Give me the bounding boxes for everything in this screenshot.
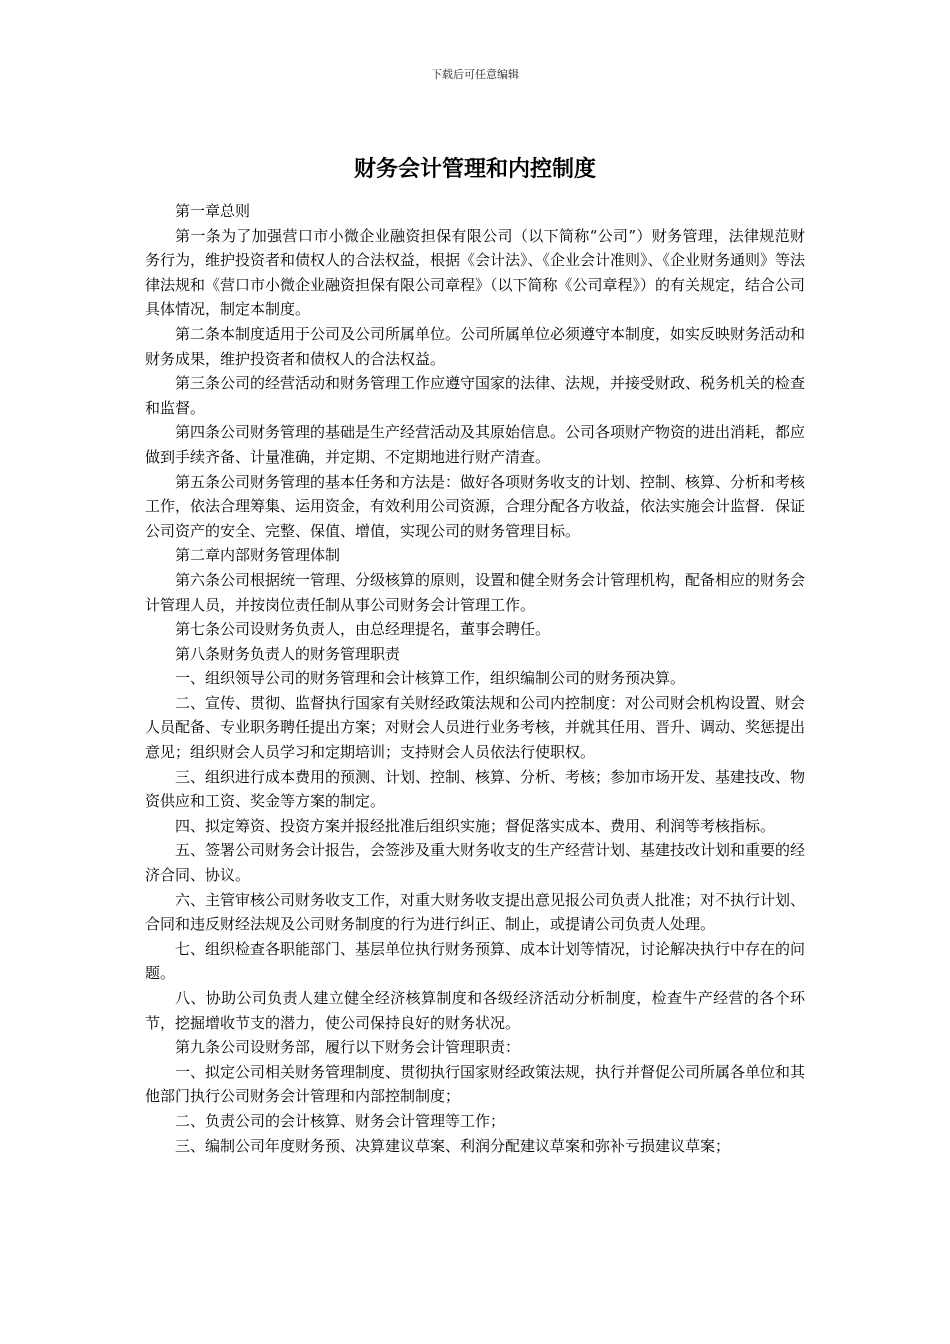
article-5: 第五条公司财务管理的基本任务和方法是：做好各项财务收支的计划、控制、核算、分析和考核工作，依法合理筹集、运用资金，有效利用公司资源，合理分配各方收益，依法实施会计监督．保证公司资产的安全、完整、保值、增值，实现公司的财务管理目标。 [145, 472, 806, 540]
document-title: 财务会计管理和内控制度 [353, 156, 596, 182]
chapter-heading: 第二章内部财务管理体制 [175, 546, 341, 565]
chapter-heading: 第一章总则 [175, 202, 251, 220]
header-note: 下载后可任意编辑 [431, 68, 519, 81]
list-item: 三、组织进行成本费用的预测、计划、控制、核算、分析、考核；参加市场开发、基建技改、物资供应和工资、奖金等方案的制定。 [145, 767, 806, 811]
list-item: 八、协助公司负责人建立健全经济核算制度和各级经济活动分析制度，检查牛产经营的各个环节，挖掘增收节支的潜力，使公司保持良好的财务状况。 [145, 989, 805, 1032]
list-item: 五、签署公司财务会计报告，会签涉及重大财务收支的生产经营计划、基建技改计划和重要的经济合同、协议。 [145, 841, 806, 885]
article-1: 第一条为了加强营口市小微企业融资担保有限公司（以下简称“公司”）财务管理，法律规范财务行为，维护投资者和债权人的合法权益，根据《会计法》、《企业会计准则》、《企业财务通则》等法律法规和《营口市小微企业融资担保有限公司章程》（以下简称《公司章程》）的有关规定，结合公司具体情况，制定本制度。 [145, 226, 806, 319]
list-item: 六、主管审核公司财务收支工作，对重大财务收支提出意见报公司负责人批准；对不执行计划、合同和违反财经法规及公司财务制度的行为进行纠正、制止，或提请公司负责人处理。 [145, 890, 806, 934]
list-item: 四、拟定筹资、投资方案并报经批准后组织实施；督促落实成本、费用、利润等考核指标。 [175, 816, 776, 835]
article-7: 第七条公司设财务负责人，由总经理提名，董事会聘任。 [175, 620, 551, 639]
list-item: 一、组织领导公司的财务管理和会计核算工作，组织编制公司的财务预决算。 [175, 669, 686, 688]
list-item: 一、拟定公司相关财务管理制度、贯彻执行国家财经政策法规，执行并督促公司所属各单位和其他部门执行公司财务会计管理和内部控制制度； [145, 1062, 806, 1106]
list-item: 七、组织检查各职能部门、基层单位执行财务预算、成本计划等情况，讨论解决执行中存在的问题。 [145, 939, 806, 983]
article-9: 第九条公司设财务部，履行以下财务会计管理职责： [175, 1038, 521, 1057]
document-body [145, 199, 805, 1158]
article-2: 第二条本制度适用于公司及公司所属单位。公司所属单位必须遵守本制度，如实反映财务活动和财务成果，维护投资者和债权人的合法权益。 [145, 324, 806, 368]
list-item: 三、编制公司年度财务预、决算建议草案、利润分配建议草案和弥补亏损建议草案； [175, 1136, 731, 1155]
article-8: 第八条财务负责人的财务管理职责 [175, 644, 401, 663]
list-item: 二、宣传、贯彻、监督执行国家有关财经政策法规和公司内控制度：对公司财会机构设置、财会人员配备、专业职务聘任提出方案；对财会人员进行业务考核，并就其任用、晋升、调动、奖惩提出意见；组织财会人员学习和定期培训；支持财会人员依法行使职权。 [145, 693, 806, 762]
article-6: 第六条公司根据统一管理、分级核算的原则，设置和健全财务会计管理机构，配备相应的财务会计管理人员，并按岗位责任制从事公司财务会计管理工作。 [145, 570, 806, 614]
article-4: 第四条公司财务管理的基础是生产经营活动及其原始信息。公司各项财产物资的进出消耗，都应做到手续齐备、计量准确，并定期、不定期地进行财产清查。 [145, 423, 806, 466]
list-item: 二、负责公司的会计核算、财务会计管理等工作； [175, 1111, 506, 1130]
article-3: 第三条公司的经营活动和财务管理工作应遵守国家的法律、法规，并接受财政、税务机关的检查和监督。 [145, 374, 806, 417]
